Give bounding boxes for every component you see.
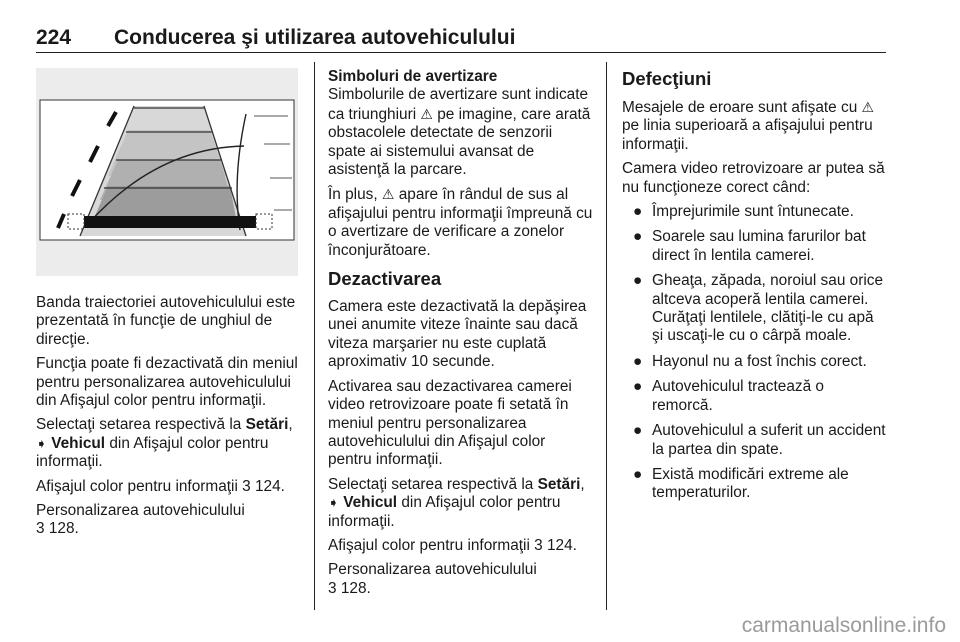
- warning-triangle-icon: ⚠: [420, 105, 433, 122]
- page-number: 224: [36, 26, 72, 49]
- text: ,: [580, 475, 585, 493]
- text: apare în rândul de sus al afişajului pentru informaţii împreună cu o avertizare de verificare a zonelor înconjurătoare.: [328, 186, 593, 259]
- bullet-icon: ●: [633, 422, 643, 440]
- list-item-text: Autovehiculul a suferit un accident la partea din spate.: [652, 422, 886, 458]
- paragraph: [328, 537, 593, 555]
- list-item-text: Împrejurimile sunt întunecate.: [652, 203, 854, 221]
- paragraph: [622, 98, 887, 154]
- bullet-icon: ●: [633, 352, 643, 370]
- watermark: carmanualsonline.info: [741, 614, 946, 637]
- subheading: Simboluri de avertizare: [328, 68, 498, 85]
- text: din Afişajul color pentru informaţii.: [36, 434, 269, 471]
- list-item-text: Există modificări extreme ale temperaturilor.: [652, 465, 849, 502]
- bullet-icon: ●: [633, 378, 643, 396]
- list-item: [622, 228, 887, 265]
- paragraph: Funcţia poate fi dezactivată din meniul pentru personalizarea autovehiculului din Afişajul color pentru informaţii.: [36, 355, 298, 410]
- list-item: [622, 203, 887, 221]
- paragraph: Banda traiectoriei autovehiculului este prezentată în funcţie de unghiul de direcţie.: [36, 294, 296, 348]
- text: Selectaţi setarea respectivă la: [328, 475, 538, 493]
- bullet-icon: ●: [633, 465, 643, 483]
- list-item-text: Soarele sau lumina farurilor bat direct în lentila camerei.: [652, 228, 866, 264]
- paragraph: Camera video retrovizoare ar putea să nu funcţioneze corect când:: [622, 160, 885, 196]
- text: În plus,: [328, 186, 382, 204]
- page-reference: 3 124.: [534, 536, 577, 554]
- menu-vehicul: Vehicul: [343, 494, 398, 512]
- column-divider-1: [314, 62, 315, 610]
- column-middle: [328, 68, 593, 604]
- text: Personalizarea autovehiculului: [36, 502, 245, 520]
- paragraph: [36, 478, 298, 496]
- text: Afişajul color pentru informaţii: [36, 477, 238, 495]
- page-reference: 3 128.: [36, 520, 79, 538]
- paragraph: Activarea sau dezactivarea camerei video retrovizoare poate fi setată în meniul pentru personalizarea autovehiculului din Afişajul color pentru informaţii.: [328, 377, 572, 469]
- arrow-right-icon: ➧: [36, 435, 47, 451]
- warning-triangle-icon: ⚠: [861, 99, 875, 115]
- page-reference: 3 124.: [242, 477, 285, 495]
- paragraph: Camera este dezactivată la depăşirea unei anumite viteze înainte sau dacă viteza marşarier nu este cuplată aproximativ 10 secunde.: [328, 298, 587, 371]
- paragraph: [328, 561, 593, 598]
- paragraph: [36, 416, 298, 471]
- paragraph: [328, 476, 593, 531]
- text: pe imagine, care arată obstacolele detectate de senzorii spate ai sistemului avansat de asistenţă la parcare.: [328, 105, 591, 179]
- paragraph: [328, 185, 593, 260]
- column-left: [36, 68, 298, 545]
- bullet-list: [622, 203, 887, 503]
- paragraph: [36, 502, 298, 539]
- page-header: [36, 26, 886, 53]
- list-item-text: Hayonul nu a fost închis corect.: [652, 352, 867, 370]
- text: Afişajul color pentru informaţii: [328, 536, 530, 554]
- bullet-icon: ●: [633, 272, 643, 290]
- paragraph: [328, 86, 593, 179]
- section-heading: Defecţiuni: [622, 68, 712, 89]
- text: pe linia superioară a afişajului pentru informaţii.: [622, 117, 873, 153]
- text: ,: [288, 416, 293, 434]
- menu-setari: Setări: [245, 416, 289, 434]
- text: Simbolurile de avertizare sunt indicate ca triunghiuri: [328, 86, 589, 123]
- list-item: [622, 466, 887, 503]
- text: Mesajele de eroare sunt afişate cu: [622, 99, 862, 116]
- text: Personalizarea autovehiculului: [328, 561, 537, 579]
- text: din Afişajul color pentru informaţii.: [328, 494, 561, 530]
- warning-triangle-icon: ⚠: [381, 186, 395, 203]
- list-item: [622, 353, 887, 371]
- section-heading: Dezactivarea: [328, 268, 442, 290]
- list-item-text: Gheaţa, zăpada, noroiul sau orice altceva acoperă lentila camerei. Curăţaţi lentilele, clătiţi-le cu apă şi uscaţi-le cu o cârpă moale.: [652, 272, 884, 345]
- list-item-text: Autovehiculul tractează o remorcă.: [652, 378, 824, 414]
- list-item: [622, 378, 887, 415]
- page-title: Conducerea şi utilizarea autovehiculului: [114, 26, 516, 49]
- column-right: [622, 68, 887, 510]
- column-divider-2: [606, 62, 607, 610]
- menu-setari: Setări: [537, 475, 581, 493]
- arrow-right-icon: ➧: [328, 495, 339, 511]
- list-item: [622, 272, 887, 346]
- text: Selectaţi setarea respectivă la: [36, 416, 246, 434]
- list-item: [622, 422, 887, 459]
- menu-vehicul: Vehicul: [51, 434, 106, 452]
- parking-camera-figure: [36, 68, 298, 276]
- bullet-icon: ●: [633, 203, 643, 221]
- bullet-icon: ●: [633, 228, 643, 246]
- page-reference: 3 128.: [328, 579, 371, 597]
- parking-camera-trajectory-diagram-icon: [36, 68, 298, 276]
